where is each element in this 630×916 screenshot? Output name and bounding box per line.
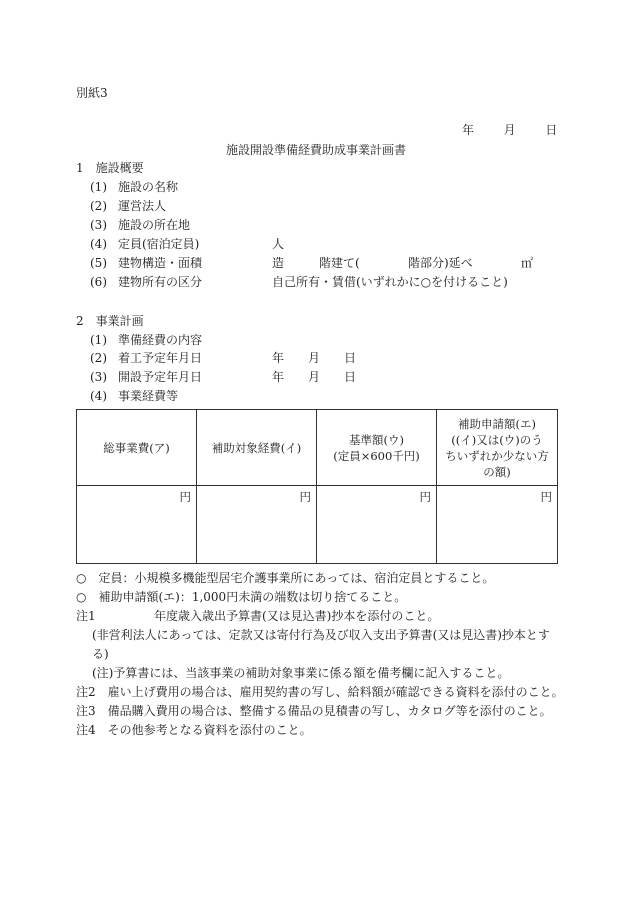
s1-item-num: (5) <box>90 256 107 270</box>
open-month: 月 <box>308 370 321 384</box>
caution1-sub2: る) <box>92 647 109 661</box>
date-line <box>462 123 557 137</box>
subsidy-request-header: 補助申請額(エ) ((イ)又は(ウ)のう ちいずれか少ない方 の額) <box>437 410 558 486</box>
s2-item-label: 事業経費等 <box>118 389 179 403</box>
yen-unit: 円 <box>540 490 552 504</box>
caution1-label: 注1 <box>76 609 96 623</box>
month-label: 月 <box>503 123 516 137</box>
eligible-cost-cell[interactable] <box>197 486 317 564</box>
document-title: 施設開設準備経費助成事業計画書 <box>226 143 407 157</box>
s1-item-num: (4) <box>90 237 107 251</box>
s2-item-num: (2) <box>90 351 107 365</box>
caution4: 注4 その他参考となる資料を添付のこと。 <box>76 723 312 737</box>
s2-item-label: 準備経費の内容 <box>118 333 203 347</box>
open-year: 年 <box>272 370 285 384</box>
s2-item-num: (4) <box>90 389 107 403</box>
ownership-value: 自己所有・賃借(いずれかに○を付けること) <box>272 275 508 289</box>
yen-unit: 円 <box>299 490 311 504</box>
s1-item-label: 運営法人 <box>118 199 167 213</box>
caution1-sub3: (注)予算書には、当該事業の補助対象事業に係る額を備考欄に記入すること。 <box>92 666 510 680</box>
start-day: 日 <box>344 351 357 365</box>
area-unit: ㎡ <box>521 256 534 270</box>
subsidy-request-cell[interactable] <box>437 486 558 564</box>
eligible-cost-header: 補助対象経費(イ) <box>197 410 317 486</box>
s2-item-num: (3) <box>90 370 107 384</box>
section2-heading: 2 事業計画 <box>76 314 144 328</box>
s1-item-label: 建物所有の区分 <box>118 275 203 289</box>
s1-item-label: 定員(宿泊定員) <box>118 237 200 251</box>
yen-unit: 円 <box>419 490 431 504</box>
s1-item-label: 建物構造・面積 <box>118 256 203 270</box>
s2-item-num: (1) <box>90 333 107 347</box>
standard-amount-header: 基準額(ウ) (定員×600千円) <box>317 410 437 486</box>
day-label: 日 <box>545 123 558 137</box>
caution3: 注3 備品購入費用の場合は、整備する備品の見積書の写し、カタログ等を添付のこと。 <box>76 704 552 718</box>
floors-label: 階建て( <box>319 256 360 270</box>
note-rounding: ○ 補助申請額(エ)：1,000円未満の端数は切り捨てること。 <box>76 590 407 604</box>
s2-item-label: 開設予定年月日 <box>118 370 203 384</box>
s1-item-label: 施設の名称 <box>118 180 179 194</box>
s2-item-label: 着工予定年月日 <box>118 351 203 365</box>
open-day: 日 <box>344 370 357 384</box>
total-cost-cell[interactable] <box>77 486 197 564</box>
start-month: 月 <box>308 351 321 365</box>
yen-unit: 円 <box>179 490 191 504</box>
expense-header-row <box>77 410 558 486</box>
start-year: 年 <box>272 351 285 365</box>
year-label: 年 <box>462 123 475 137</box>
section1-heading: 1 施設概要 <box>76 161 144 175</box>
expense-table <box>76 409 558 564</box>
expense-value-row <box>77 486 558 564</box>
total-cost-header: 総事業費(ア) <box>77 410 197 486</box>
structure-label: 造 <box>272 256 285 270</box>
capacity-unit: 人 <box>272 237 285 251</box>
attachment-label: 別紙3 <box>76 86 108 100</box>
s1-item-num: (1) <box>90 180 107 194</box>
caution1-text: 年度歳入歳出予算書(又は見込書)抄本を添付のこと。 <box>154 609 440 623</box>
floor-part-label: 階部分)延べ <box>408 256 473 270</box>
caution2: 注2 雇い上げ費用の場合は、雇用契約書の写し、給料額が確認できる資料を添付のこと。 <box>76 685 564 699</box>
note-capacity: ○ 定員：小規模多機能型居宅介護事業所にあっては、宿泊定員とすること。 <box>76 571 495 585</box>
caution1-sub1: (非営利法人にあっては、定款又は寄付行為及び収入支出予算書(又は見込書)抄本とす <box>92 628 550 642</box>
s1-item-num: (2) <box>90 199 107 213</box>
s1-item-num: (6) <box>90 275 107 289</box>
s1-item-label: 施設の所在地 <box>118 218 191 232</box>
s1-item-num: (3) <box>90 218 107 232</box>
standard-amount-cell[interactable] <box>317 486 437 564</box>
